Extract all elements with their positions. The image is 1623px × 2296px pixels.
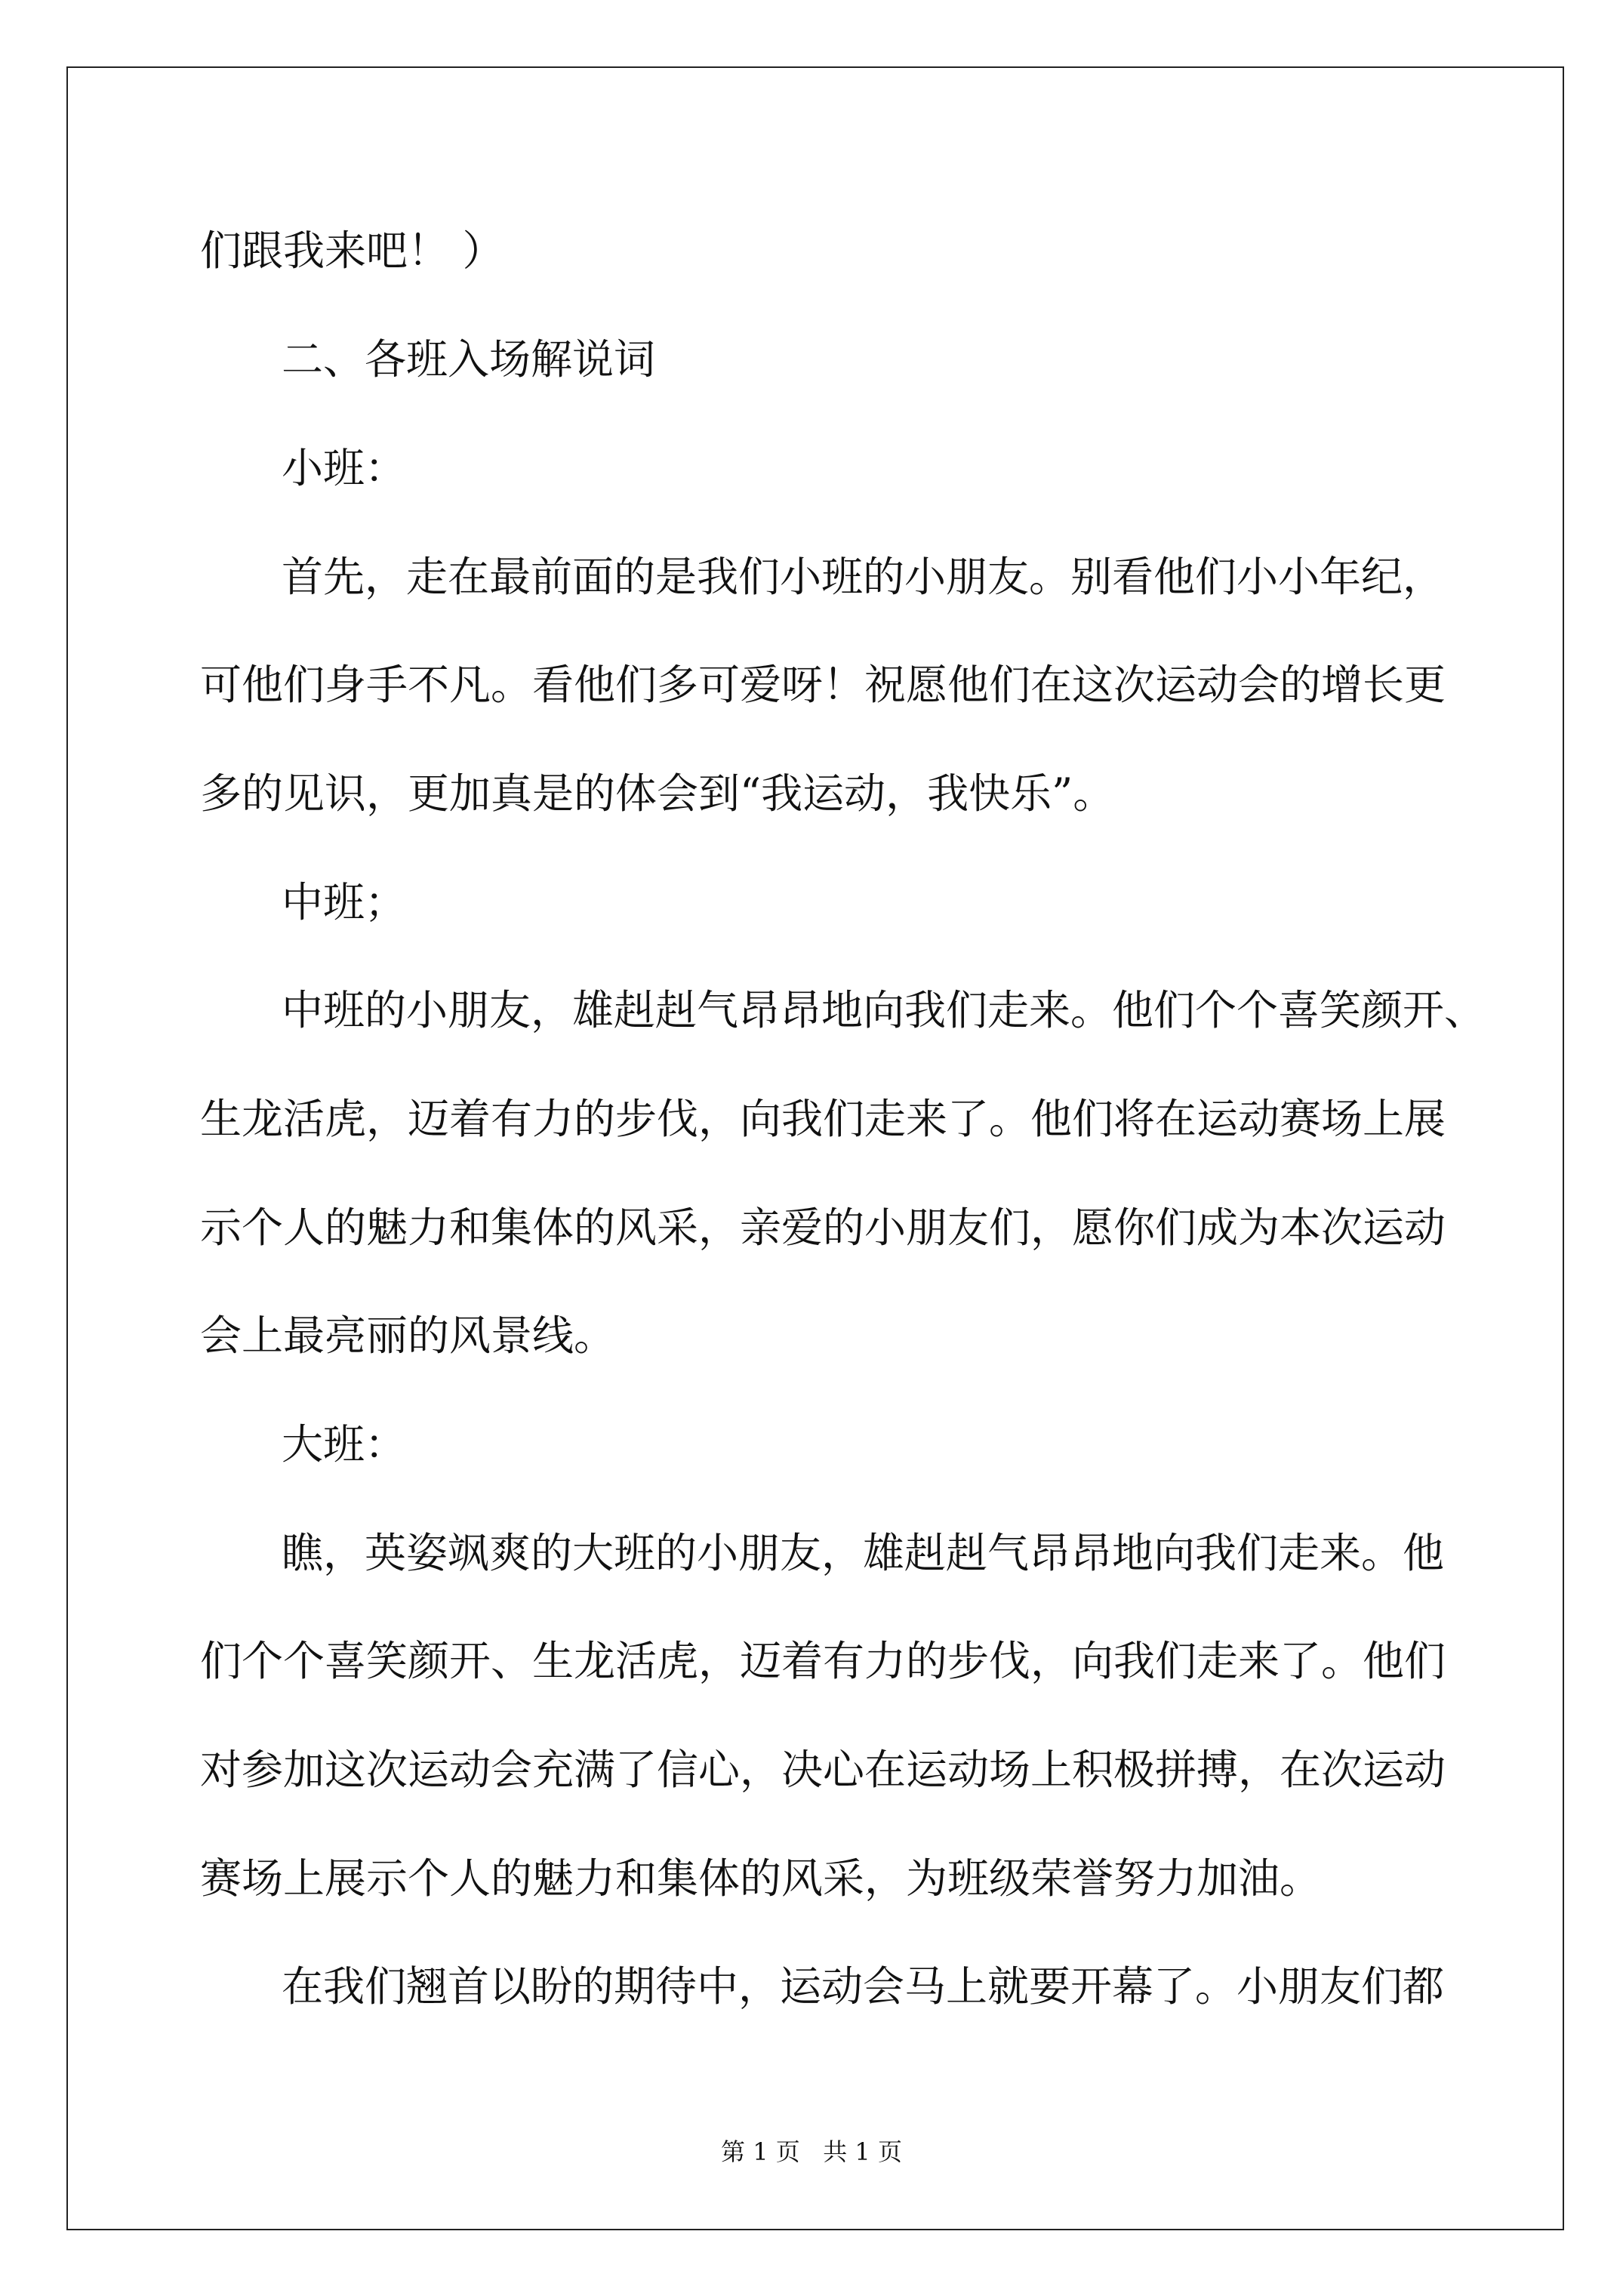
text-line: 会上最亮丽的风景线。 (200, 1311, 616, 1360)
page-border (66, 66, 1564, 2230)
text-line: 生龙活虎，迈着有力的步伐，向我们走来了。他们将在运动赛场上展 (200, 1095, 1446, 1143)
text-line: 中班的小朋友，雄赳赳气昂昂地向我们走来。他们个个喜笑颜开、 (282, 986, 1486, 1034)
subheading-middle-class: 中班； (282, 878, 407, 926)
subheading-large-class: 大班： (282, 1420, 407, 1469)
text-line: 示个人的魅力和集体的风采，亲爱的小朋友们，愿你们成为本次运动 (200, 1203, 1446, 1252)
text-line: 瞧，英姿飒爽的大班的小朋友，雄赳赳气昂昂地向我们走来。他 (282, 1529, 1445, 1577)
text-line: 可他们身手不凡。看他们多可爱呀！祝愿他们在这次运动会的增长更 (200, 661, 1446, 709)
text-line: 首先，走在最前面的是我们小班的小朋友。别看他们小小年纪， (282, 553, 1445, 601)
text-line: 们个个喜笑颜开、生龙活虎，迈着有力的步伐，向我们走来了。他们 (200, 1637, 1446, 1685)
section-heading: 二、各班入场解说词 (282, 335, 656, 384)
page-number-label: 第 1 页 共 1 页 (721, 2137, 902, 2166)
text-line: 多的见识，更加真是的体会到“我运动，我快乐”。 (200, 769, 1115, 818)
subheading-small-class: 小班： (282, 444, 407, 492)
text-line: 赛场上展示个人的魅力和集体的风采，为班级荣誉努力加油。 (200, 1854, 1322, 1903)
text-line: 们跟我来吧！ ） (200, 227, 504, 275)
text-line: 对参加这次运动会充满了信心，决心在运动场上积极拼搏，在次运动 (200, 1746, 1446, 1794)
page-footer (0, 2133, 1623, 2168)
text-line: 在我们翘首以盼的期待中，运动会马上就要开幕了。小朋友们都 (282, 1962, 1445, 2011)
